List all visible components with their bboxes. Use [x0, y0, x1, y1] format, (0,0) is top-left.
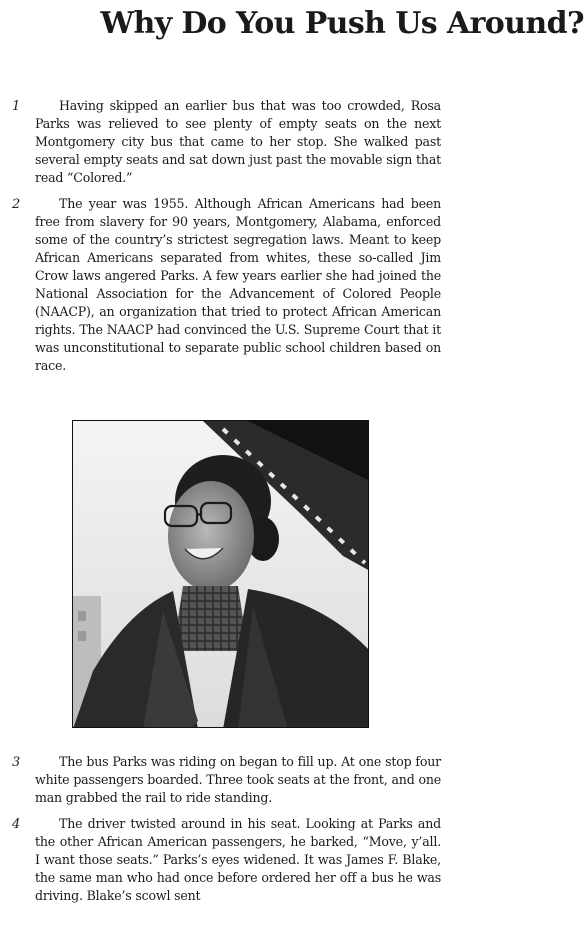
paragraph-number: 1 — [12, 99, 21, 114]
page-title: Why Do You Push Us Around? — [100, 6, 584, 41]
paragraph-3: The bus Parks was riding on began to fill up. At one stop four white passengers boarded. Three took seats at the front, and one man grabbed the rail to ride standing. — [35, 754, 441, 805]
paragraph-number: 2 — [12, 197, 21, 212]
paragraph-number: 4 — [12, 817, 21, 832]
paragraph-2: The year was 1955. Although African Americans had been free from slavery for 90 years, Montgomery, Alabama, enforced some of the country’s strictest segregation laws. Meant to keep African Americans separated from whites, these so-called Jim Crow laws angered Parks. A few years earlier she had joined the National Association for the Advancement of Colored People (NAACP), an organization that tried to protect African American rights. The NAACP had convinced the U.S. Supreme Court that it was unconstitutional to separate public school children based on race. — [35, 196, 441, 373]
paragraph-4: The driver twisted around in his seat. Looking at Parks and the other African American passengers, he barked, “Move, y’all. I want those seats.” Parks’s eyes widened. It was James F. Blake, the same man who had once before ordered her off a bus he was driving. Blake’s scowl sent — [35, 816, 441, 903]
paragraph-number: 3 — [12, 755, 21, 770]
paragraph-1: Having skipped an earlier bus that was too crowded, Rosa Parks was relieved to see plenty of empty seats on the next Montgomery city bus that came to her stop. She walked past several empty seats and sat down just past the movable sign that read “Colored.” — [35, 98, 441, 185]
portrait-photo — [72, 420, 369, 728]
